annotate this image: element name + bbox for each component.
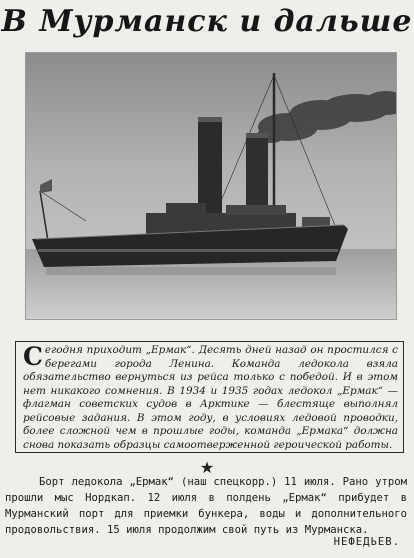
icebreaker-photo (25, 52, 397, 320)
lead-paragraph (15, 341, 404, 453)
headline: В Мурманск и дальше (1, 4, 413, 39)
drop-cap: С (23, 342, 43, 371)
article-body (5, 474, 407, 538)
star-separator: ★ (199, 458, 215, 477)
body-paragraph: Борт ледокола „Ермак“ (наш спецкорр.) 11 июля. Рано утром прошли мыс Нордкап. 12 июля в полдень „Ермак“ прибудет в Мурманский порт для приемки бункера, воды и дополнительного продовольствия. 15 июля продолжим свой путь из Мурманска. (5, 476, 407, 536)
lead-text: егодня приходит „Ермак“. Десять дней назад он простился с берегами города Ленина. Команда ледокола взяла обязательство вернуться из рейса только с победой. И в этом нет никакого сомнения. В 1934 и 1935 годах ледокол „Ермак“ — флагман советских судов в Арктике — блестяще выполнял рейсовые задания. В этом году, в условиях ледовой проводки, более сложной чем в прошлые годы, команда „Ермака“ должна снова показать образцы самоотверженной героической работы. (23, 344, 398, 451)
author-signature: НЕФЕДЬЕВ. (333, 536, 400, 548)
water-reflection (46, 267, 336, 275)
